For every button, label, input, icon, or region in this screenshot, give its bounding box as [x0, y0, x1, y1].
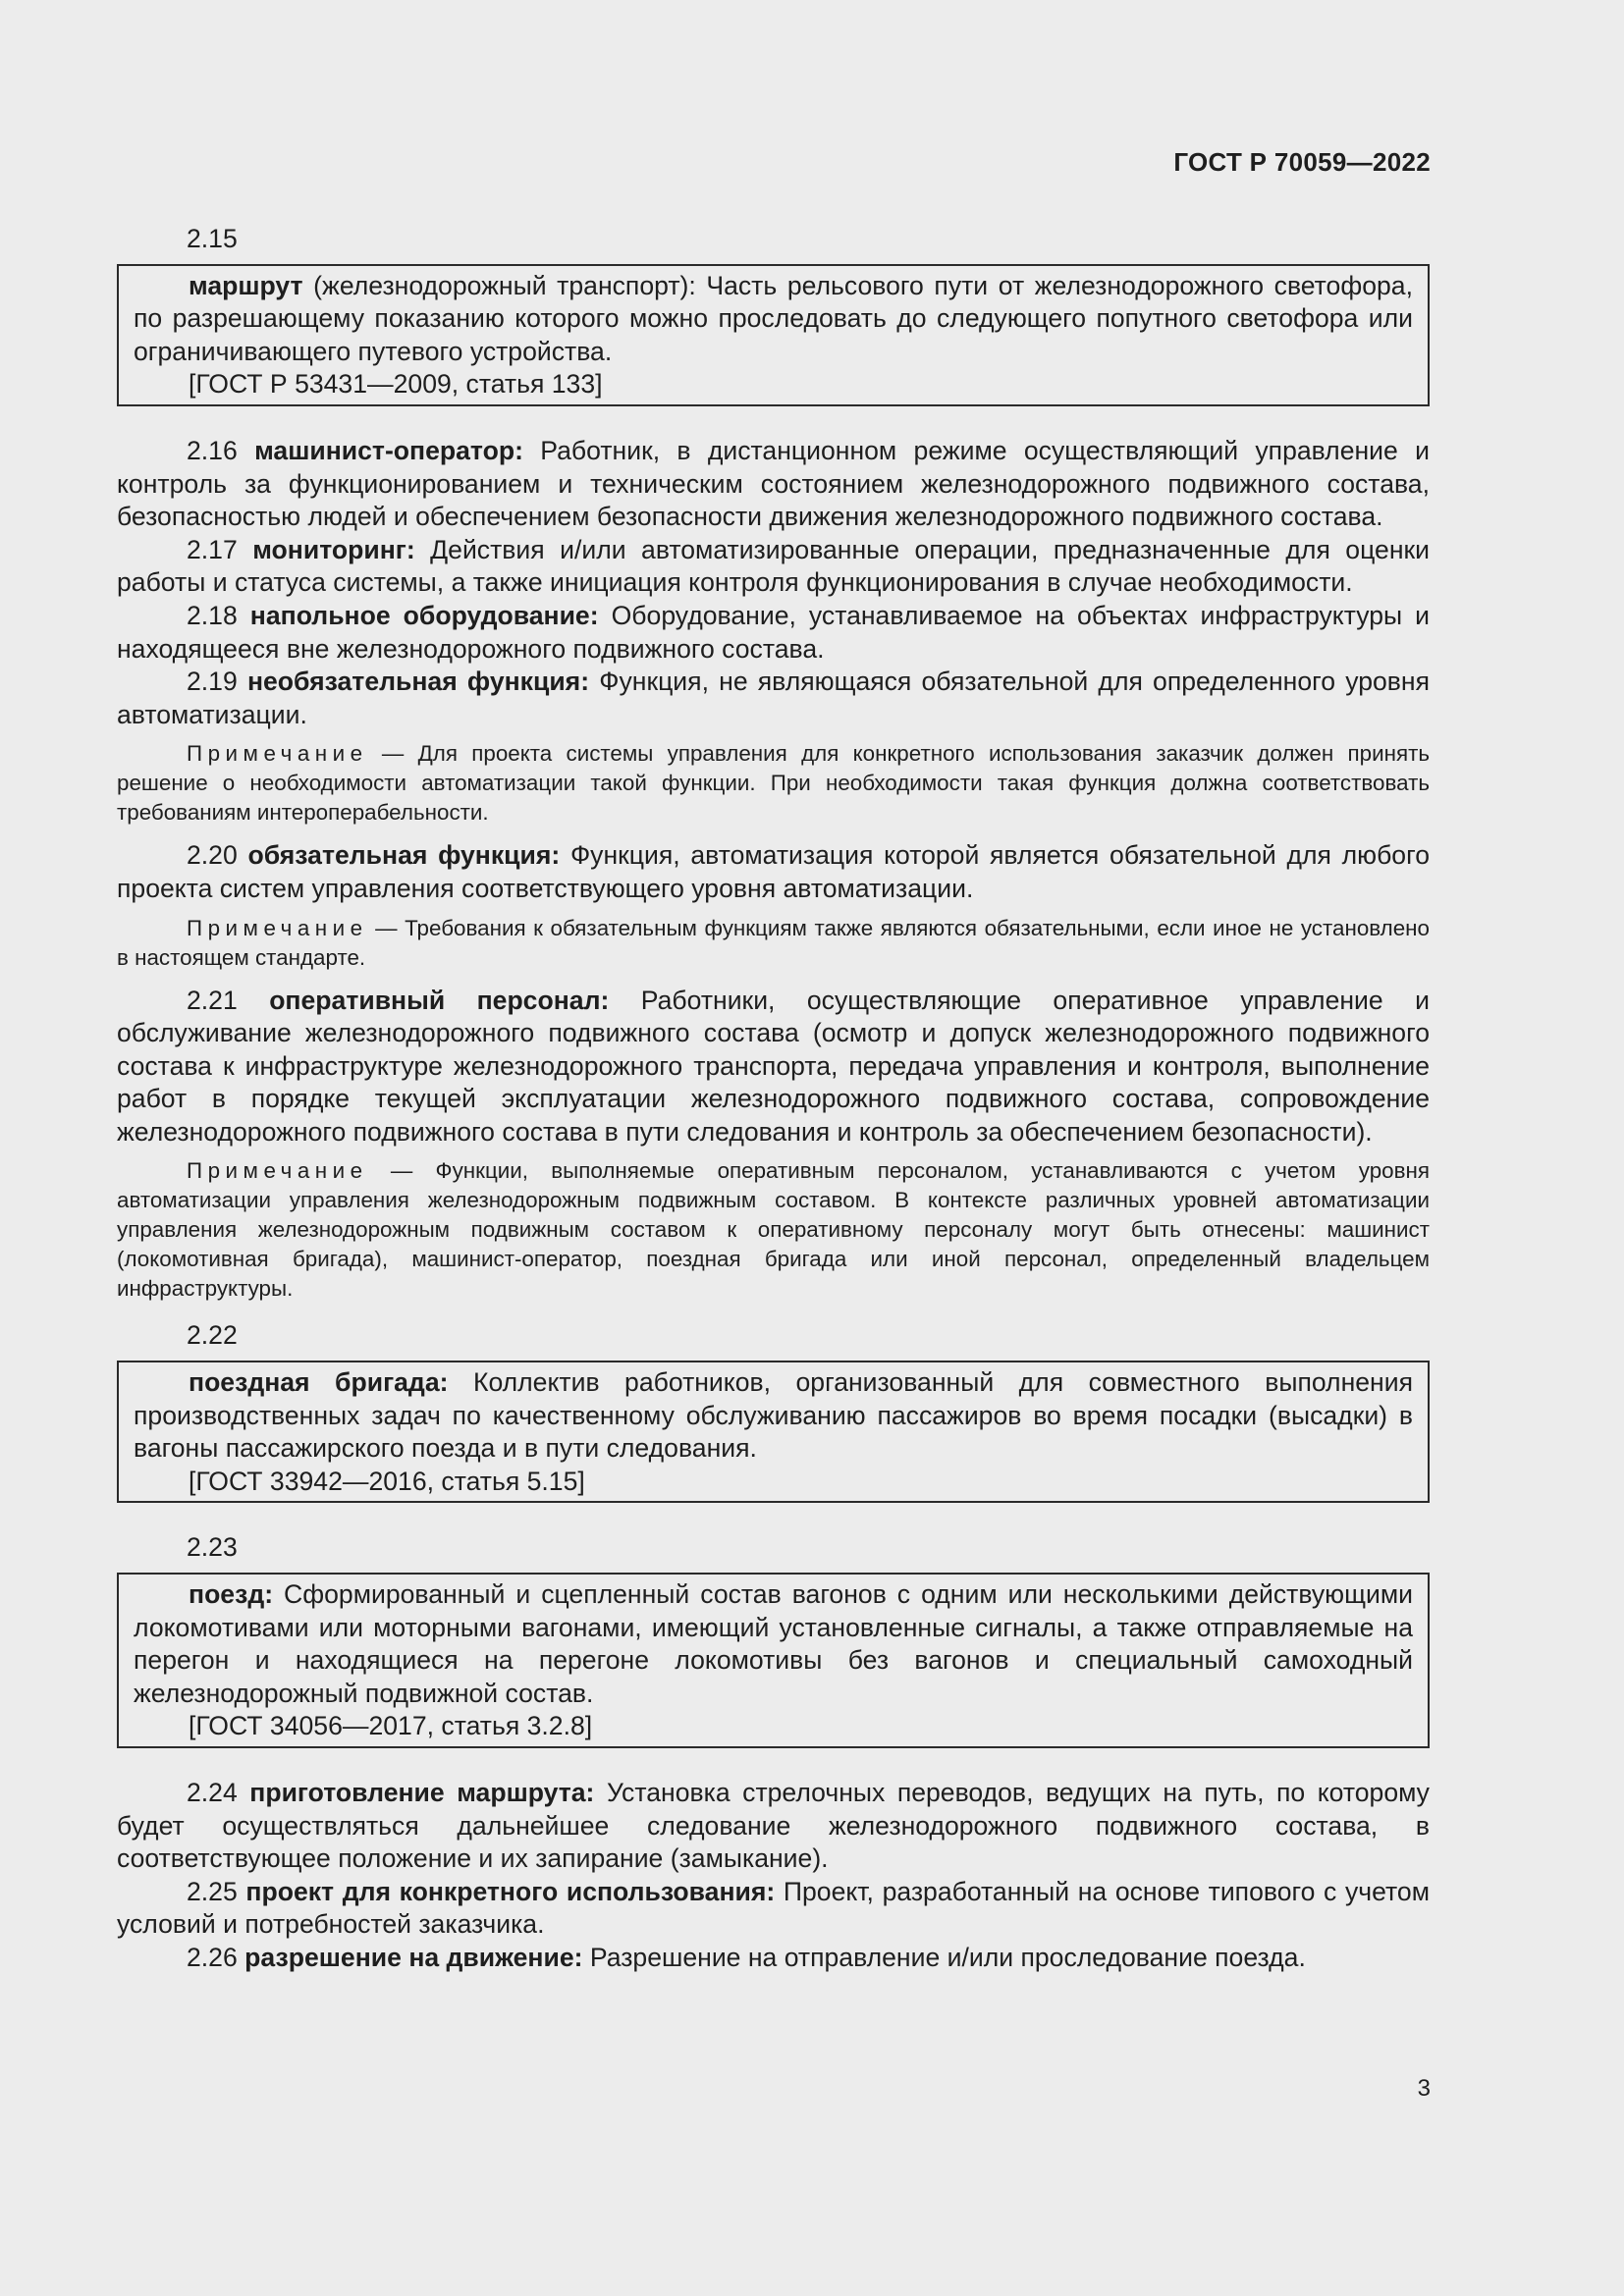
- term-name: напольное оборудование:: [249, 600, 599, 630]
- term-number: 2.17: [187, 534, 253, 564]
- term-name: необязательная функция:: [246, 667, 590, 697]
- term-definition: [117, 1876, 1430, 1942]
- term-box: [117, 264, 1430, 406]
- term-text: Оборудование, устанавливаемое на объектах инфраструктуры и находящееся вне железнодорожного подвижного состава.: [117, 600, 1430, 664]
- page-number: 3: [1417, 2075, 1431, 2102]
- term-number: 2.26: [187, 1942, 245, 1972]
- term-definition: [117, 1777, 1430, 1876]
- term-name: обязательная функция:: [247, 840, 561, 871]
- term-box: [117, 1361, 1430, 1503]
- term-number: 2.22: [187, 1320, 238, 1351]
- note-label: Примечание: [187, 741, 368, 767]
- term-text: Действия и/или автоматизированные операции, предназначенные для оценки работы и статуса системы, а также инициация контроля функционирования в случае необходимости.: [117, 534, 1430, 598]
- term-number: 2.19: [187, 667, 247, 697]
- term-definition: [117, 435, 1430, 534]
- note-label: Примечание: [187, 915, 368, 940]
- term-text: Установка стрелочных переводов, ведущих на путь, по которому будет осуществляться дальнейшее следование железнодорожного подвижного состава, в соответствующее положение и их запирание (замыкание).: [117, 1778, 1430, 1874]
- page-content: [117, 223, 1430, 1975]
- term-note: [117, 739, 1430, 828]
- term-source: [ГОСТ Р 53431—2009, статья 133]: [189, 369, 603, 400]
- term-name: маршрут: [189, 270, 303, 300]
- term-definition: [117, 666, 1430, 731]
- term-note: [117, 914, 1430, 973]
- term-number: 2.20: [187, 840, 248, 871]
- term-name: мониторинг:: [252, 534, 415, 564]
- term-text: Функция, не являющаяся обязательной для определенного уровня автоматизации.: [117, 667, 1430, 729]
- term-name: поезд:: [189, 1579, 274, 1610]
- note-text: — Для проекта системы управления для конкретного использования заказчик должен принять решение о необходимости автоматизации такой функции. При необходимости такая функция должна соответствовать требованиям интероперабельности.: [117, 741, 1430, 826]
- term-definition: [134, 1578, 1413, 1710]
- term-number: 2.16: [187, 435, 255, 465]
- term-text: Работник, в дистанционном режиме осуществляющий управление и контроль за функционированием и техническим состоянием железнодорожного подвижного состава, безопасностью людей и обеспечением безопасности движения железнодорожного подвижного состава.: [117, 435, 1430, 532]
- note-text: — Требования к обязательным функциям также являются обязательными, если иное не установлено в настоящем стандарте.: [117, 915, 1430, 970]
- note-text: — Функции, выполняемые оперативным персоналом, устанавливаются с учетом уровня автоматизации управления железнодорожным подвижным составом. В контексте различных уровней автоматизации управления железнодорожным подвижным составом к оперативному персоналу могут быть отнесены: машинист (локомотивная бригада), машинист-оператор, поездная бригада или иной персонал, определенный владельцем инфраструктуры.: [117, 1158, 1430, 1302]
- term-number: 2.24: [187, 1778, 250, 1807]
- term-definition: [117, 839, 1430, 905]
- document-header: ГОСТ Р 70059—2022: [1173, 147, 1431, 177]
- term-definition: [117, 600, 1430, 666]
- term-number: 2.21: [187, 985, 270, 1015]
- term-definition: [117, 534, 1430, 600]
- term-name: машинист-оператор:: [254, 435, 523, 465]
- term-text: Коллектив работников, организованный для совместного выполнения производственных задач по качественному обслуживанию пассажиров во время посадки (высадки) в вагоны пассажирского поезда и в пути следования.: [134, 1367, 1413, 1464]
- term-name: разрешение на движение:: [244, 1942, 583, 1972]
- term-name: проект для конкретного использования:: [245, 1876, 776, 1906]
- term-number: 2.25: [187, 1876, 246, 1906]
- term-name: приготовление маршрута:: [249, 1778, 595, 1807]
- term-text: Функция, автоматизация которой является обязательной для любого проекта систем управления соответствующего уровня автоматизации.: [117, 840, 1430, 903]
- term-text: (железнодорожный транспорт): Часть рельсового пути от железнодорожного светофора, по разрешающему показанию которого можно проследовать до следующего попутного светофора или ограничивающего путевого устройства.: [134, 270, 1413, 366]
- term-definition: [134, 270, 1413, 369]
- term-text: Работники, осуществляющие оперативное управление и обслуживание железнодорожного подвижного состава (осмотр и допуск железнодорожного подвижного состава к инфраструктуре железнодорожного транспорта, передача управления и контроля, выполнение работ в порядке текущей эксплуатации железнодорожного подвижного состава, сопровождение железнодорожного подвижного состава в пути следования и контроль за обеспечением безопасности).: [117, 985, 1430, 1147]
- note-label: Примечание: [187, 1158, 368, 1184]
- term-source: [ГОСТ 34056—2017, статья 3.2.8]: [189, 1711, 593, 1741]
- term-number: 2.15: [187, 224, 238, 253]
- term-note: [117, 1156, 1430, 1304]
- term-definition: [117, 1942, 1430, 1975]
- term-source: [ГОСТ 33942—2016, статья 5.15]: [189, 1466, 585, 1496]
- term-definition: [117, 985, 1430, 1149]
- term-text: Разрешение на отправление и/или проследование поезда.: [582, 1942, 1306, 1972]
- term-name: оперативный персонал:: [269, 985, 610, 1015]
- term-name: поездная бригада:: [189, 1367, 449, 1398]
- term-number: 2.18: [187, 600, 250, 630]
- term-number: 2.23: [187, 1532, 238, 1563]
- term-text: Сформированный и сцепленный состав вагонов с одним или несколькими действующими локомотивами или моторными вагонами, имеющий установленные сигналы, а также отправляемые на перегон и находящиеся на перегоне локомотивы без вагонов и специальный самоходный железнодорожный подвижной состав.: [134, 1579, 1413, 1708]
- term-text: Проект, разработанный на основе типового с учетом условий и потребностей заказчика.: [117, 1876, 1430, 1940]
- term-box: [117, 1573, 1430, 1748]
- term-definition: [134, 1366, 1413, 1466]
